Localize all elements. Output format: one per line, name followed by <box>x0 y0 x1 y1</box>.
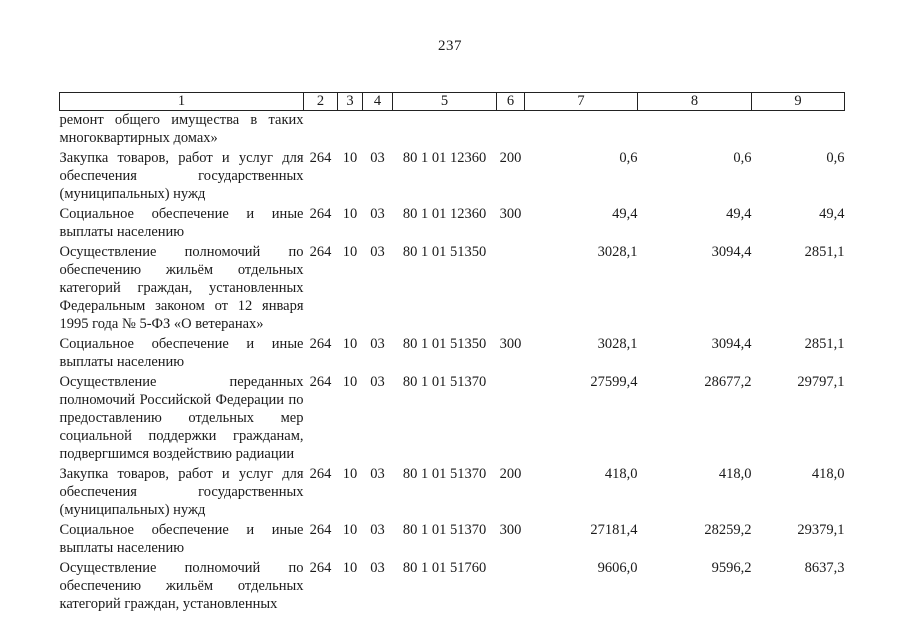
table-row <box>60 205 845 243</box>
column-header: 3 <box>338 93 363 111</box>
row-value-7: 49,4 <box>612 206 638 222</box>
row-value-7: 27599,4 <box>590 374 638 390</box>
row-col2: 264 <box>309 336 332 352</box>
row-value-7: 9606,0 <box>597 560 638 576</box>
table-row <box>60 521 845 559</box>
row-value-8: 3094,4 <box>711 244 752 260</box>
page-number: 237 <box>438 38 462 54</box>
row-col2: 264 <box>309 206 332 222</box>
row-name: Осуществление полномочий по обеспечению жильём отдельных категорий граждан, установленных <box>59 560 304 612</box>
row-col3: 10 <box>342 206 358 222</box>
row-value-9 <box>752 111 845 150</box>
row-kvr: 300 <box>499 206 522 222</box>
row-value-7 <box>525 111 638 150</box>
row-col3: 10 <box>342 244 358 260</box>
row-value-7: 418,0 <box>604 466 638 482</box>
row-kvr <box>497 243 525 335</box>
row-col2 <box>304 111 338 150</box>
row-col4 <box>363 111 393 150</box>
row-code: 80 1 01 51760 <box>402 560 487 576</box>
table-row <box>60 111 845 150</box>
table-row <box>60 243 845 335</box>
row-value-8: 49,4 <box>726 206 752 222</box>
table-row <box>60 465 845 521</box>
row-name: Социальное обеспечение и иные выплаты населению <box>59 336 304 370</box>
row-col3: 10 <box>342 466 358 482</box>
row-value-9: 8637,3 <box>804 560 845 576</box>
row-code: 80 1 01 12360 <box>402 206 487 222</box>
row-kvr: 300 <box>499 522 522 538</box>
table-row <box>60 149 845 205</box>
row-value-7: 3028,1 <box>597 244 638 260</box>
row-col3: 10 <box>342 336 358 352</box>
row-value-9: 0,6 <box>826 150 845 166</box>
row-code: 80 1 01 51350 <box>402 244 487 260</box>
row-name: ремонт общего имущества в таких многоквартирных домах» <box>59 112 304 146</box>
column-header: 5 <box>393 93 497 111</box>
row-col2: 264 <box>309 374 332 390</box>
row-col2: 264 <box>309 150 332 166</box>
row-code: 80 1 01 12360 <box>402 150 487 166</box>
row-col4: 03 <box>370 522 385 538</box>
row-value-7: 0,6 <box>619 150 638 166</box>
row-value-9: 49,4 <box>819 206 845 222</box>
row-code <box>393 111 497 150</box>
row-col2: 264 <box>309 522 332 538</box>
row-value-9: 29379,1 <box>797 522 845 538</box>
row-code: 80 1 01 51370 <box>402 522 487 538</box>
row-col3: 10 <box>342 150 358 166</box>
row-kvr: 300 <box>499 336 522 352</box>
row-value-9: 418,0 <box>811 466 845 482</box>
row-value-8 <box>638 111 752 150</box>
row-col2: 264 <box>309 466 332 482</box>
row-col4: 03 <box>370 560 385 576</box>
row-col4: 03 <box>370 206 385 222</box>
row-value-8: 28677,2 <box>704 374 752 390</box>
row-col3: 10 <box>342 560 358 576</box>
column-header: 2 <box>304 93 338 111</box>
row-name: Осуществление переданных полномочий Российской Федерации по предоставлению отдельных мер социальной поддержки гражданам, подвергшимся воздействию радиации <box>59 374 304 462</box>
column-header: 1 <box>60 93 304 111</box>
column-header: 4 <box>363 93 393 111</box>
row-value-7: 3028,1 <box>597 336 638 352</box>
row-name: Социальное обеспечение и иные выплаты населению <box>59 206 304 240</box>
row-kvr <box>497 559 525 615</box>
row-col3: 10 <box>342 374 358 390</box>
row-col4: 03 <box>370 336 385 352</box>
row-col4: 03 <box>370 466 385 482</box>
row-kvr: 200 <box>499 466 522 482</box>
row-col2: 264 <box>309 560 332 576</box>
row-value-7: 27181,4 <box>590 522 638 538</box>
row-col3: 10 <box>342 522 358 538</box>
row-col3 <box>338 111 363 150</box>
row-code: 80 1 01 51350 <box>402 336 487 352</box>
column-header: 8 <box>638 93 752 111</box>
row-col4: 03 <box>370 150 385 166</box>
column-header: 6 <box>497 93 525 111</box>
table-row <box>60 559 845 615</box>
row-col4: 03 <box>370 374 385 390</box>
row-code: 80 1 01 51370 <box>402 374 487 390</box>
row-value-8: 28259,2 <box>704 522 752 538</box>
row-name: Осуществление полномочий по обеспечению жильём отдельных категорий граждан, установленных Федеральным законом от 12 января 1995 года № 5-ФЗ «О ветеранах» <box>59 244 304 332</box>
row-kvr <box>497 373 525 465</box>
row-name: Социальное обеспечение и иные выплаты населению <box>59 522 304 556</box>
column-header: 7 <box>525 93 638 111</box>
column-header: 9 <box>752 93 845 111</box>
row-kvr: 200 <box>499 150 522 166</box>
row-name: Закупка товаров, работ и услуг для обеспечения государственных (муниципальных) нужд <box>59 150 304 202</box>
row-value-8: 0,6 <box>733 150 752 166</box>
header-row <box>60 93 845 111</box>
row-col2: 264 <box>309 244 332 260</box>
row-value-9: 2851,1 <box>804 244 845 260</box>
row-code: 80 1 01 51370 <box>402 466 487 482</box>
table-row <box>60 373 845 465</box>
row-value-9: 2851,1 <box>804 336 845 352</box>
row-value-9: 29797,1 <box>797 374 845 390</box>
row-value-8: 3094,4 <box>711 336 752 352</box>
row-kvr <box>497 111 525 150</box>
row-name: Закупка товаров, работ и услуг для обеспечения государственных (муниципальных) нужд <box>59 466 304 518</box>
row-value-8: 418,0 <box>718 466 752 482</box>
budget-table <box>59 92 845 615</box>
row-col4: 03 <box>370 244 385 260</box>
table-row <box>60 335 845 373</box>
row-value-8: 9596,2 <box>711 560 752 576</box>
